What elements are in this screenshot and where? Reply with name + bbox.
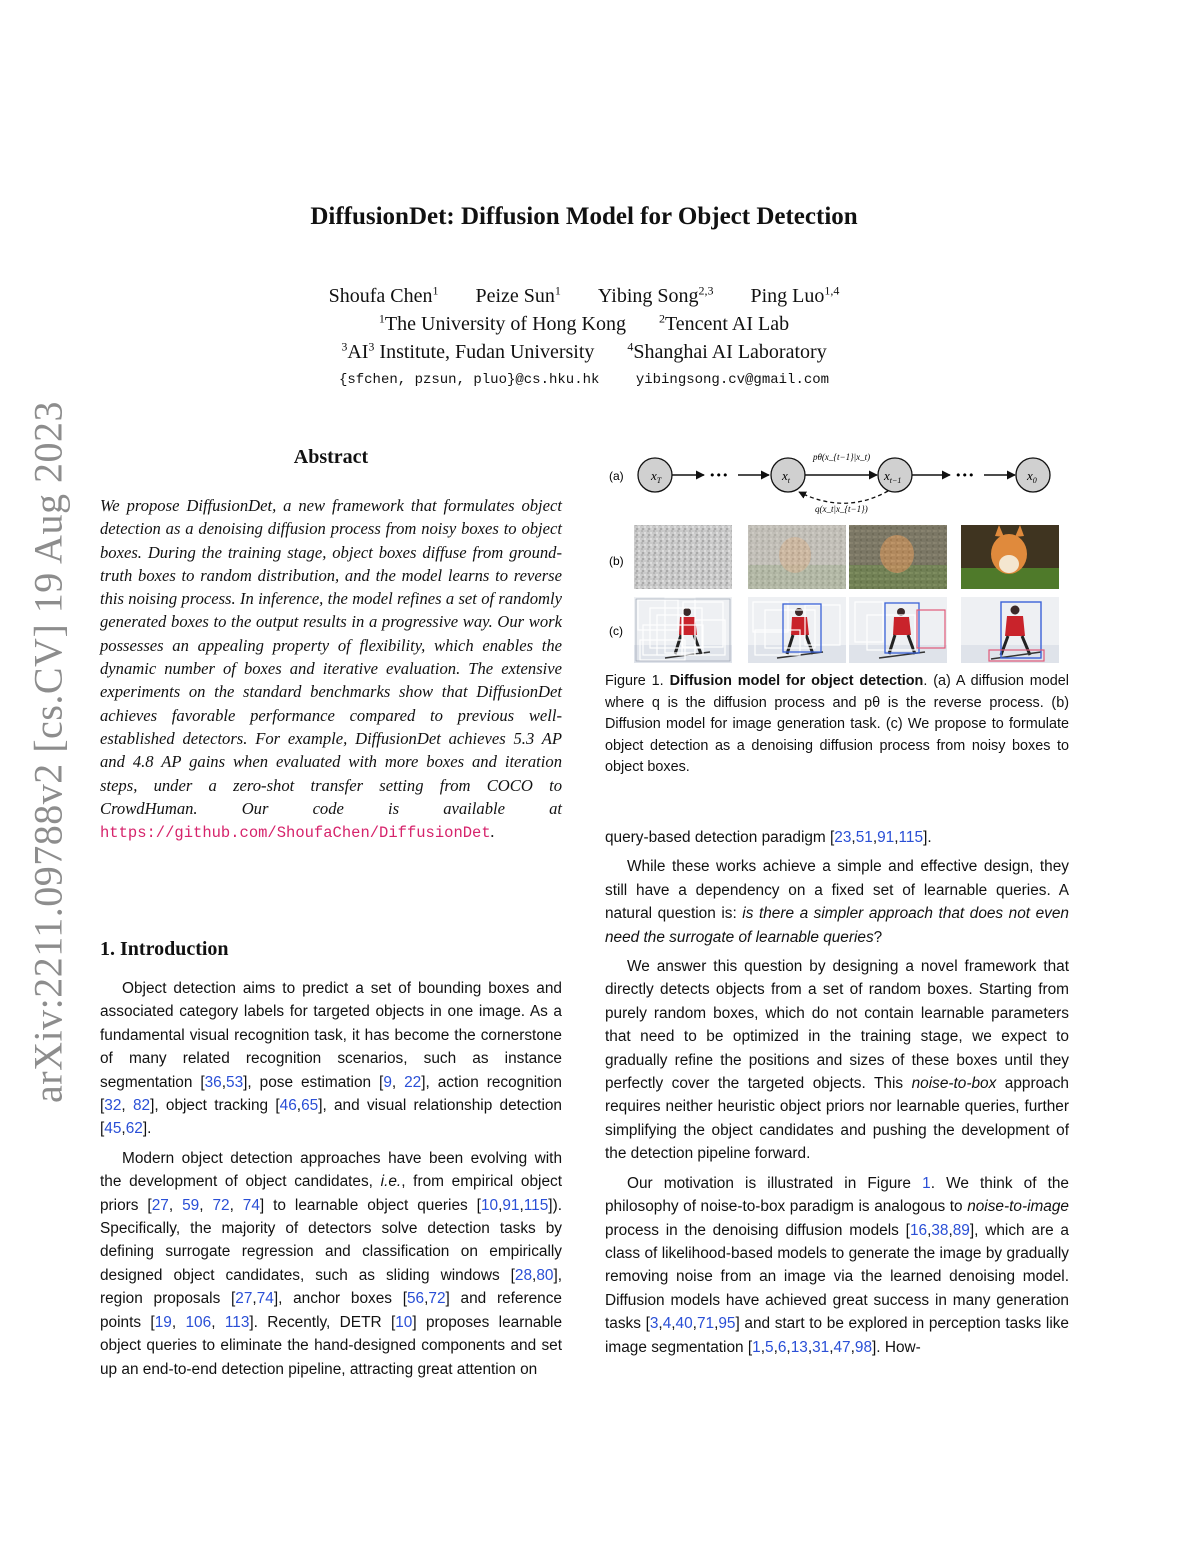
citation-link[interactable]: 6 [777, 1338, 787, 1356]
citation-link[interactable]: 115 [523, 1196, 549, 1214]
citation-link[interactable]: 71 [696, 1315, 715, 1333]
figure-1 [605, 440, 1069, 670]
author: Shoufa Chen$^1$ [328, 283, 439, 307]
svg-text:xt−1: $x_{t-1}$ [884, 468, 902, 485]
author-list [0, 283, 1168, 308]
citation-link[interactable]: 51 [855, 829, 873, 846]
row-label-a: (a) [609, 469, 624, 483]
left-column-body [100, 977, 562, 1381]
citation-link[interactable]: 3 [649, 1315, 659, 1333]
citation-link[interactable]: 22 [404, 1073, 422, 1091]
diffusion-chain-diagram [638, 452, 1050, 514]
citation-link[interactable]: 10 [395, 1313, 413, 1331]
citation-link[interactable]: 40 [675, 1315, 693, 1333]
citation-link[interactable]: 72 [212, 1196, 230, 1214]
clean-cat-image [961, 525, 1059, 589]
citation-link[interactable]: 82 [132, 1097, 151, 1115]
citation-link[interactable]: 27 [151, 1196, 169, 1214]
skier-partial-boxes-1 [748, 597, 846, 663]
citation-link[interactable]: 4 [662, 1315, 672, 1333]
reverse-process-label: pθ(x_{t−1}|x_t) [813, 452, 871, 462]
noise-image [634, 525, 732, 589]
citation-link[interactable]: 115 [898, 829, 924, 846]
paragraph: While these works achieve a simple and effective design, they still have a dependency on a fixed set of learnable queries. A natural question is: is there a simpler approach that does not even need the surrogate of learnable queries? [605, 858, 1069, 946]
object-detection-row [634, 597, 1059, 663]
citation-link[interactable]: 5 [765, 1338, 774, 1356]
citation-link[interactable]: 95 [718, 1315, 736, 1333]
citation-link[interactable]: 19 [154, 1313, 172, 1331]
citation-link[interactable]: 53 [226, 1073, 244, 1091]
affiliations-line-2 [0, 339, 1168, 364]
citation-link[interactable]: 47 [833, 1338, 851, 1356]
citation-link[interactable]: 23 [834, 829, 852, 846]
citation-link[interactable]: 9 [383, 1073, 392, 1091]
citation-link[interactable]: 46 [279, 1097, 297, 1115]
paragraph: We answer this question by designing a novel framework that directly detects objects from a set of random boxes. Starting from purely random boxes, which do not contain learnable parameters that need to be optimized in the training stage, we expect to gradually refine the positions and sizes of these boxes until they perfectly cover the targeted objects. This noise-to-box approach requires neither heuristic object priors nor learnable queries, further simplifying the object candidates and pushing the development of the detection pipeline forward. [605, 958, 1069, 1163]
citation-link[interactable]: 113 [224, 1313, 250, 1331]
citation-link[interactable]: 80 [536, 1266, 554, 1284]
citation-link[interactable]: 98 [854, 1338, 873, 1356]
author: Peize Sun$^1$ [475, 283, 561, 307]
citation-link[interactable]: 72 [428, 1290, 446, 1308]
citation-link[interactable]: 32 [104, 1097, 122, 1115]
citation-link[interactable]: 91 [502, 1196, 520, 1214]
abstract-text: We propose DiffusionDet, a new framework that formulates object detection as a denoising diffusion process from noisy boxes to object boxes. During the training stage, object boxes diffuse from ground-truth boxes to random distribution, and the model learns to reverse this noising process. In inference, the model refines a set of randomly generated boxes to the output results in a progressive way. Our work possesses an appealing property of flexibility, which enables the dynamic number of boxes and iterative evaluation. The extensive experiments on the standard benchmarks show that DiffusionDet achieves favorable performance compared to previous well-established detectors. For example, DiffusionDet achieves 5.3 AP and 4.8 AP gains when evaluated with more boxes and iteration steps, under a zero-shot transfer setting from COCO to CrowdHuman. Our code is available at https://github.com/ShoufaChen/DiffusionDet. [100, 496, 562, 843]
affiliations-line-1 [0, 311, 1168, 336]
citation-link[interactable]: 27 [235, 1290, 253, 1308]
affiliation: $^2$Tencent AI Lab [658, 311, 790, 335]
less-noisy-cat-image [849, 525, 947, 589]
citation-link[interactable]: 45 [104, 1120, 122, 1138]
citation-link[interactable]: 74 [256, 1290, 274, 1308]
figure-1-caption: Figure 1. Diffusion model for object detection. (a) A diffusion model where q is the diffusion process and pθ is the reverse process. (b) Diffusion model for image generation task. (c) We propose to formulate object detection as a denoising diffusion process from noisy boxes to object boxes. [605, 673, 1069, 775]
citation-link[interactable]: 13 [790, 1338, 808, 1356]
citation-link[interactable]: 31 [812, 1338, 830, 1356]
skier-final-boxes [961, 597, 1059, 663]
citation-link[interactable]: 10 [480, 1196, 499, 1214]
citation-link[interactable]: 56 [407, 1290, 425, 1308]
citation-link[interactable]: 59 [182, 1196, 200, 1214]
citation-link[interactable]: 36 [204, 1073, 222, 1091]
paragraph: Our motivation is illustrated in Figure 1. We think of the philosophy of noise-to-box paradigm is analogous to noise-to-image process in the denoising diffusion models [16,38,89], which are a class of likelihood-based models to generate the image by gradually removing noise from an image via the learned denoising model. Diffusion models have achieved great success in many generation tasks [3,4,40,71,95] and start to be explored in perception tasks like image segmentation [1,5,6,13,31,47,98]. How- [605, 1174, 1069, 1356]
paragraph: Modern object detection approaches have been evolving with the development of object candidates, i.e., from empirical object priors [27, 59, 72, 74] to learnable object queries [10,91,115]). Specifically, the majority of detectors solve detection tasks by defining surrogate regression and classification on empirically designed object candidates, such as sliding windows [28,80], region proposals [27,74], anchor boxes [56,72] and reference points [19, 106, 113]. Recently, DETR [10] proposes learnable object queries to eliminate the hand-designed components and set up an end-to-end detection pipeline, attracting great attention on [100, 1149, 563, 1378]
skier-noisy-boxes [634, 597, 732, 663]
ellipsis: ••• [709, 469, 729, 482]
citation-link[interactable]: 1 [752, 1338, 761, 1356]
citation-link[interactable]: 38 [931, 1221, 949, 1239]
citation-link[interactable]: 89 [952, 1221, 970, 1239]
citation-link[interactable]: 28 [514, 1266, 533, 1284]
right-column-body [605, 826, 1069, 1359]
citation-link[interactable]: 74 [242, 1196, 260, 1214]
figure-link[interactable]: 1 [922, 1174, 931, 1192]
svg-text:xT: $x_T$ [651, 468, 662, 485]
abstract-heading: Abstract [293, 446, 369, 468]
skier-partial-boxes-2 [849, 597, 947, 663]
author-emails [0, 372, 1168, 388]
citation-link[interactable]: 16 [909, 1221, 928, 1239]
node-x0 [1016, 458, 1050, 492]
code-link[interactable]: https://github.com/ShoufaChen/DiffusionDet [100, 824, 491, 843]
affiliation: $^4$Shanghai AI Laboratory [627, 339, 827, 363]
affiliation: $^1$The University of Hong Kong [378, 311, 626, 335]
email: {sfchen, pzsun, pluo}@cs.hku.hk [338, 372, 600, 388]
email: yibingsong.cv@gmail.com [635, 372, 830, 388]
svg-text:x0: $x_0$ [1027, 468, 1037, 485]
forward-process-label: q(x_t|x_{t−1}) [815, 504, 868, 514]
affiliation: $^3AI^3$ Institute, Fudan University [341, 339, 595, 363]
author: Ping Luo$^{1,4}$ [750, 283, 840, 307]
citation-link[interactable]: 62 [125, 1120, 143, 1138]
citation-link[interactable]: 65 [301, 1097, 319, 1115]
section-heading-introduction: 1. Introduction [100, 938, 229, 960]
image-generation-row [634, 525, 1059, 589]
svg-text:xt: $x_t$ [782, 468, 791, 485]
ellipsis: ••• [955, 469, 975, 482]
citation-link[interactable]: 106 [185, 1313, 212, 1331]
row-label-b: (b) [609, 554, 624, 568]
noisy-cat-image [748, 525, 846, 589]
author: Yibing Song$^{2,3}$ [597, 283, 714, 307]
paragraph: Object detection aims to predict a set of bounding boxes and associated category labels for targeted objects in one image. As a fundamental visual recognition task, it has become the cornerstone of many related recognition scenarios, such as instance segmentation [36,53], pose estimation [9, 22], action recognition [32, 82], object tracking [46,65], and visual relationship detection [45,62]. [100, 980, 562, 1138]
paragraph: query-based detection paradigm [23,51,91,115]. [605, 829, 932, 846]
citation-link[interactable]: 91 [877, 829, 895, 846]
paper-title: DiffusionDet: Diffusion Model for Object Detection [310, 203, 858, 230]
node-xt [771, 458, 805, 492]
row-label-c: (c) [609, 624, 623, 638]
